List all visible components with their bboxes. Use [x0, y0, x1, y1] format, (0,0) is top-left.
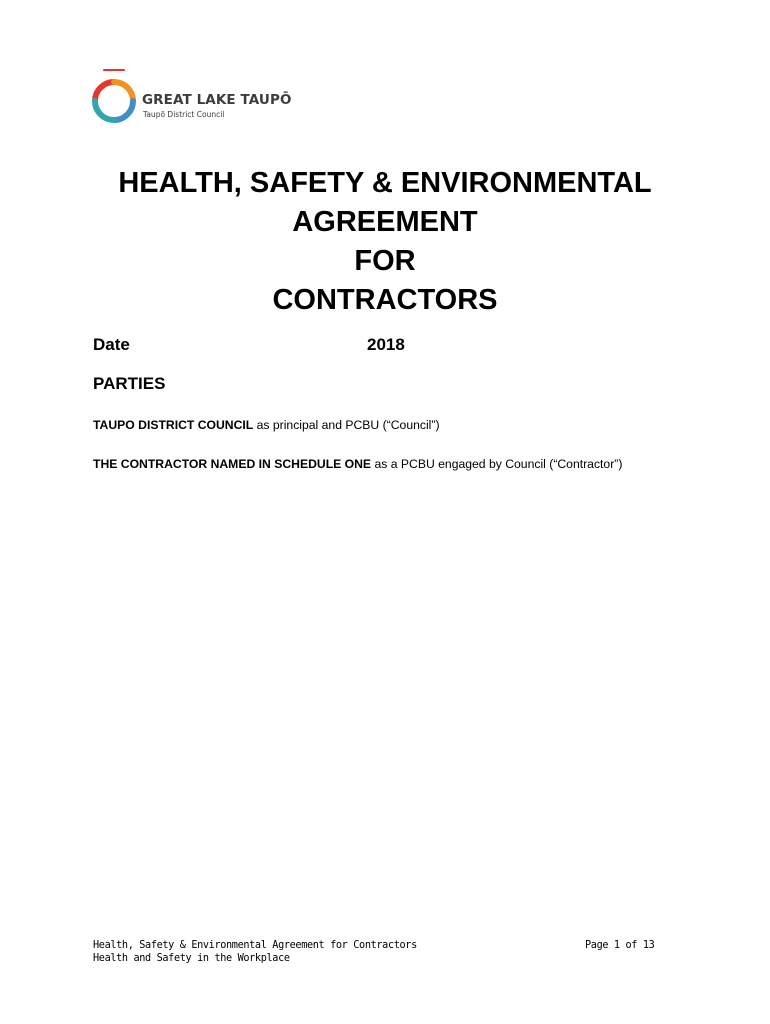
party-contractor-name: THE CONTRACTOR NAMED IN SCHEDULE ONE	[93, 457, 372, 471]
title-line-1: HEALTH, SAFETY & ENVIRONMENTAL	[118, 167, 652, 199]
logo-subtitle: Taupō District Council	[143, 110, 225, 119]
party-contractor-description: as a PCBU engaged by Council (“Contractor”)	[371, 457, 623, 471]
great-lake-taupo-logo-mark	[92, 68, 140, 124]
title-line-4: CONTRACTORS	[272, 284, 498, 316]
parties-heading: PARTIES	[93, 374, 166, 393]
title-line-2: AGREEMENT	[292, 206, 478, 238]
council-logo	[92, 68, 292, 124]
footer-line-1: Health, Safety & Environmental Agreement for Contractors	[93, 940, 417, 951]
party-contractor	[93, 457, 622, 471]
party-council-description: as principal and PCBU (“Council”)	[253, 418, 440, 432]
page-number: Page 1 of 13	[585, 940, 655, 951]
party-council	[93, 418, 440, 432]
party-council-name: TAUPO DISTRICT COUNCIL	[93, 418, 254, 432]
footer-line-2: Health and Safety in the Workplace	[93, 953, 290, 964]
document-title	[0, 164, 770, 320]
footer-document-info	[93, 939, 417, 965]
date-label: Date	[93, 335, 130, 354]
title-line-3: FOR	[354, 245, 416, 277]
date-value: 2018	[367, 335, 405, 354]
logo-name: GREAT LAKE TAUPŌ	[142, 92, 292, 108]
